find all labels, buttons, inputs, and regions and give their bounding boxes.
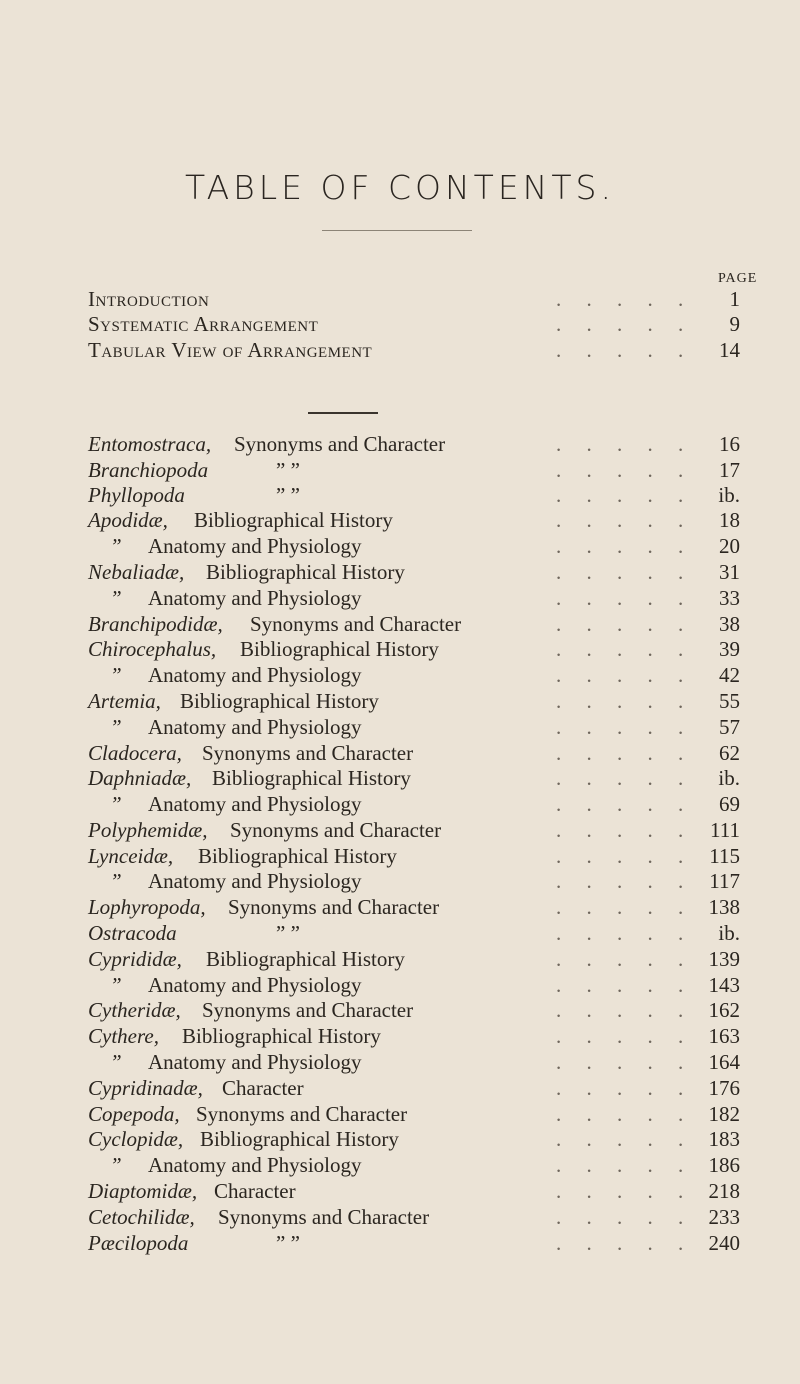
contents-entry [0, 1075, 800, 1101]
leader-dots: . . . . . [556, 895, 694, 919]
leader-dots: . . . . . [556, 844, 694, 868]
entry-name: Cetochilidæ, [88, 1205, 195, 1229]
page-number: ib. [718, 921, 740, 945]
page-number: 143 [708, 973, 740, 997]
entry-description: Synonyms and Character [234, 432, 446, 456]
entry-description: Anatomy and Physiology [148, 1153, 362, 1177]
page-number: 9 [729, 312, 740, 336]
page-number: 42 [719, 663, 740, 687]
entry-name: Entomostraca, [88, 432, 212, 456]
leader-dots: . . . . . [556, 1231, 694, 1255]
contents-entry [0, 533, 800, 559]
entry-description: Anatomy and Physiology [148, 534, 362, 558]
entry-description: ” ” [276, 1231, 300, 1255]
entry-description: Bibliographical History [200, 1127, 399, 1151]
contents-entry [0, 791, 800, 817]
entry-name: Branchipodidæ, [88, 612, 223, 636]
entry-name: Chirocephalus, [88, 637, 217, 661]
leader-dots: . . . . . [556, 1050, 694, 1074]
contents-entry [0, 868, 800, 894]
ditto-mark: ” [110, 586, 122, 610]
page-number: 117 [709, 869, 740, 893]
entry-description: ” ” [276, 483, 300, 507]
page-number: 1 [729, 287, 740, 311]
ditto-mark: ” [110, 1153, 122, 1177]
entry-description: Anatomy and Physiology [148, 973, 362, 997]
title-rule [322, 230, 472, 231]
ditto-mark: ” [110, 869, 122, 893]
leader-dots: . . . . . [556, 432, 694, 456]
page-number: 162 [708, 998, 740, 1022]
page-number: 182 [708, 1102, 740, 1126]
page-number: 31 [719, 560, 740, 584]
contents-entry [0, 482, 800, 508]
contents-entry [0, 997, 800, 1023]
contents-entry [0, 688, 800, 714]
page-number: 186 [708, 1153, 740, 1177]
contents-entry [0, 1204, 800, 1230]
page-number: 164 [708, 1050, 740, 1074]
ditto-mark: ” [110, 715, 122, 739]
leader-dots: . . . . . [556, 1127, 694, 1151]
entry-name: Daphniadæ, [88, 766, 192, 790]
entry-description: Bibliographical History [194, 508, 393, 532]
page-number: 55 [719, 689, 740, 713]
leader-dots: . . . . . [556, 1102, 694, 1126]
entry-name: Lophyropoda, [88, 895, 206, 919]
entry-name: Copepoda, [88, 1102, 180, 1126]
page-number: 69 [719, 792, 740, 816]
leader-dots: . . . . . [556, 715, 694, 739]
entry-description: Anatomy and Physiology [148, 1050, 362, 1074]
page-number: 57 [719, 715, 740, 739]
leader-dots: . . . . . [556, 766, 694, 790]
leader-dots: . . . . . [556, 818, 694, 842]
entry-description: Bibliographical History [206, 947, 405, 971]
entry-description: Synonyms and Character [250, 612, 462, 636]
entry-description: Bibliographical History [182, 1024, 381, 1048]
page-number: 20 [719, 534, 740, 558]
entry-description: Synonyms and Character [228, 895, 440, 919]
entry-description: Synonyms and Character [230, 818, 442, 842]
contents-entry [0, 559, 800, 585]
entry-description: Anatomy and Physiology [148, 792, 362, 816]
page-number: 176 [708, 1076, 740, 1100]
leader-dots: . . . . . [556, 508, 694, 532]
leader-dots: . . . . . [556, 792, 694, 816]
contents-entry [0, 1126, 800, 1152]
entry-name: Pæcilopoda [88, 1231, 189, 1255]
page-number: 17 [719, 458, 740, 482]
page-number: 16 [719, 432, 740, 456]
leader-dots: . . . . . [556, 1076, 694, 1100]
leader-dots: . . . . . [556, 869, 694, 893]
contents-entry [0, 585, 800, 611]
entry-name: Branchiopoda [88, 458, 209, 482]
page-number: 218 [708, 1179, 740, 1203]
contents-entry [0, 662, 800, 688]
contents-entry [0, 636, 800, 662]
entry-description: Anatomy and Physiology [148, 586, 362, 610]
leader-dots: . . . . . [556, 947, 694, 971]
leader-dots: . . . . . [556, 483, 694, 507]
page-number: 111 [710, 818, 740, 842]
leader-dots: . . . . . [556, 663, 694, 687]
leader-dots: . . . . . [556, 312, 694, 336]
page-title: TABLE OF CONTENTS. [185, 168, 615, 207]
page-number: 233 [708, 1205, 740, 1229]
entry-name: Cladocera, [88, 741, 182, 765]
contents-entry [0, 431, 800, 457]
ditto-mark: ” [110, 663, 122, 687]
leader-dots: . . . . . [556, 560, 694, 584]
page-number: 138 [708, 895, 740, 919]
entry-name: Systematic Arrangement [88, 312, 319, 336]
page-number: 183 [708, 1127, 740, 1151]
entry-description: Synonyms and Character [202, 741, 414, 765]
contents-entry [0, 740, 800, 766]
contents-entry [0, 457, 800, 483]
contents-entry [0, 1178, 800, 1204]
entry-description: Synonyms and Character [202, 998, 414, 1022]
entry-name: Lynceidæ, [88, 844, 174, 868]
leader-dots: . . . . . [556, 1024, 694, 1048]
entry-description: Character [214, 1179, 296, 1203]
contents-entry [0, 286, 800, 312]
entry-name: Cythere, [88, 1024, 159, 1048]
contents-entry [0, 507, 800, 533]
entry-description: Bibliographical History [180, 689, 379, 713]
entry-name: Cyclopidæ, [88, 1127, 184, 1151]
leader-dots: . . . . . [556, 741, 694, 765]
entry-name: Polyphemidæ, [88, 818, 208, 842]
entry-description: Bibliographical History [198, 844, 397, 868]
entry-name: Introduction [88, 287, 210, 311]
entry-name: Cytheridæ, [88, 998, 181, 1022]
leader-dots: . . . . . [556, 287, 694, 311]
leader-dots: . . . . . [556, 338, 694, 362]
contents-entry [0, 611, 800, 637]
leader-dots: . . . . . [556, 1179, 694, 1203]
entry-description: Character [222, 1076, 304, 1100]
contents-entry [0, 1230, 800, 1256]
contents-entry [0, 920, 800, 946]
contents-entry [0, 765, 800, 791]
entry-description: Bibliographical History [240, 637, 439, 661]
page-number: 39 [719, 637, 740, 661]
ditto-mark: ” [110, 1050, 122, 1074]
contents-entry [0, 714, 800, 740]
ditto-mark: ” [110, 534, 122, 558]
leader-dots: . . . . . [556, 534, 694, 558]
ditto-mark: ” [110, 792, 122, 816]
contents-entry [0, 1023, 800, 1049]
contents-entry [0, 894, 800, 920]
entry-description: Anatomy and Physiology [148, 869, 362, 893]
page-number: 115 [709, 844, 740, 868]
page-number: 62 [719, 741, 740, 765]
page-number: 139 [708, 947, 740, 971]
page-number: 240 [708, 1231, 740, 1255]
entry-name: Tabular View of Arrangement [88, 338, 373, 362]
contents-entry [0, 1152, 800, 1178]
leader-dots: . . . . . [556, 637, 694, 661]
page-number: 163 [708, 1024, 740, 1048]
page-number: 38 [719, 612, 740, 636]
entry-name: Nebaliadæ, [88, 560, 185, 584]
entry-name: Diaptomidæ, [88, 1179, 198, 1203]
entry-description: Synonyms and Character [218, 1205, 430, 1229]
page-number: 18 [719, 508, 740, 532]
page-number: ib. [718, 483, 740, 507]
contents-entry [0, 843, 800, 869]
contents-entry [0, 817, 800, 843]
contents-entry [0, 337, 800, 363]
page-number: 33 [719, 586, 740, 610]
entry-description: Anatomy and Physiology [148, 715, 362, 739]
page-number: 14 [719, 338, 740, 362]
leader-dots: . . . . . [556, 458, 694, 482]
leader-dots: . . . . . [556, 998, 694, 1022]
entry-name: Cyprididæ, [88, 947, 182, 971]
leader-dots: . . . . . [556, 586, 694, 610]
contents-entry [0, 1101, 800, 1127]
entry-name: Ostracoda [88, 921, 177, 945]
entry-name: Cypridinadæ, [88, 1076, 203, 1100]
entry-description: Synonyms and Character [196, 1102, 408, 1126]
entry-name: Apodidæ, [88, 508, 168, 532]
leader-dots: . . . . . [556, 1205, 694, 1229]
contents-entry [0, 311, 800, 337]
contents-entry [0, 1049, 800, 1075]
entry-description: Bibliographical History [206, 560, 405, 584]
leader-dots: . . . . . [556, 689, 694, 713]
entry-description: Bibliographical History [212, 766, 411, 790]
page-number: ib. [718, 766, 740, 790]
entry-description: ” ” [276, 921, 300, 945]
section-divider [308, 412, 378, 414]
contents-entry [0, 946, 800, 972]
ditto-mark: ” [110, 973, 122, 997]
leader-dots: . . . . . [556, 612, 694, 636]
entry-description: ” ” [276, 458, 300, 482]
page-column-heading: PAGE [718, 271, 758, 286]
leader-dots: . . . . . [556, 921, 694, 945]
entry-name: Artemia, [88, 689, 161, 713]
leader-dots: . . . . . [556, 1153, 694, 1177]
contents-entry [0, 972, 800, 998]
leader-dots: . . . . . [556, 973, 694, 997]
entry-description: Anatomy and Physiology [148, 663, 362, 687]
entry-name: Phyllopoda [88, 483, 185, 507]
